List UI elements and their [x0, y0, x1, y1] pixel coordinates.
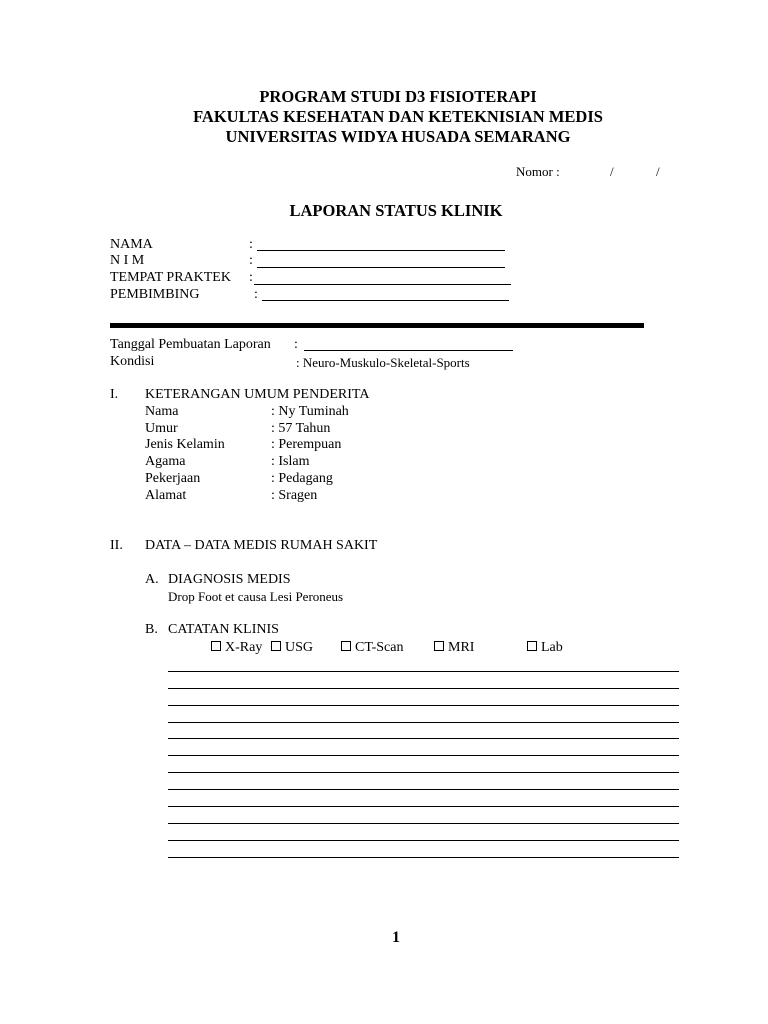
notes-line[interactable] — [168, 688, 679, 689]
check-lab[interactable]: Lab — [527, 640, 563, 656]
patient-nama-value: : Ny Tuminah — [271, 404, 349, 419]
section2-title: DATA – DATA MEDIS RUMAH SAKIT — [145, 538, 378, 553]
ident-nim-colon: : — [249, 253, 253, 268]
notes-line[interactable] — [168, 705, 679, 706]
check-xray[interactable]: X-Ray — [211, 640, 262, 656]
patient-alamat-label: Alamat — [145, 488, 187, 503]
ident-tempat-line — [254, 284, 511, 285]
nomor-sep-1: / — [610, 164, 614, 179]
patient-pekerjaan-value: : Pedagang — [271, 471, 333, 486]
notes-line[interactable] — [168, 789, 679, 790]
notes-line[interactable] — [168, 755, 679, 756]
patient-agama-label: Agama — [145, 454, 186, 469]
checkbox-icon — [271, 641, 281, 651]
check-mri[interactable]: MRI — [434, 640, 474, 656]
nomor-label: Nomor : — [516, 164, 560, 179]
checkbox-icon — [527, 641, 537, 651]
checkbox-icon — [211, 641, 221, 651]
kondisi-value: : Neuro-Muskulo-Skeletal-Sports — [296, 355, 470, 370]
patient-umur-value: : 57 Tahun — [271, 421, 331, 436]
ident-tempat-label: TEMPAT PRAKTEK — [110, 270, 231, 285]
subsection-b-number: B. — [145, 622, 158, 637]
subsection-b-title: CATATAN KLINIS — [168, 622, 279, 637]
ident-pembimbing-label: PEMBIMBING — [110, 287, 200, 302]
ident-tempat-colon: : — [249, 270, 253, 285]
patient-pekerjaan-label: Pekerjaan — [145, 471, 201, 486]
notes-line[interactable] — [168, 857, 679, 858]
notes-line[interactable] — [168, 806, 679, 807]
ident-pembimbing-colon: : — [254, 287, 258, 302]
date-colon: : — [294, 337, 298, 352]
section2-number: II. — [110, 538, 123, 553]
nomor-sep-2: / — [656, 164, 660, 179]
date-line — [304, 350, 513, 351]
notes-line[interactable] — [168, 738, 679, 739]
ident-nim-label: N I M — [110, 253, 145, 268]
divider-rule — [110, 323, 644, 328]
header-faculty: FAKULTAS KESEHATAN DAN KETEKNISIAN MEDIS — [193, 107, 603, 126]
header-university: UNIVERSITAS WIDYA HUSADA SEMARANG — [225, 127, 571, 146]
patient-jenis-kelamin-value: : Perempuan — [271, 437, 342, 452]
checkbox-icon — [434, 641, 444, 651]
patient-umur-label: Umur — [145, 421, 178, 436]
patient-alamat-value: : Sragen — [271, 488, 318, 503]
ident-nama-label: NAMA — [110, 237, 153, 252]
notes-line[interactable] — [168, 840, 679, 841]
notes-line[interactable] — [168, 722, 679, 723]
patient-agama-value: : Islam — [271, 454, 310, 469]
kondisi-label: Kondisi — [110, 354, 155, 369]
header-program: PROGRAM STUDI D3 FISIOTERAPI — [259, 87, 537, 106]
date-label: Tanggal Pembuatan Laporan — [110, 337, 271, 352]
check-usg[interactable]: USG — [271, 640, 313, 656]
notes-line[interactable] — [168, 772, 679, 773]
check-ctscan[interactable]: CT-Scan — [341, 640, 403, 656]
page-number: 1 — [392, 929, 400, 946]
report-title: LAPORAN STATUS KLINIK — [289, 201, 503, 220]
ident-nama-line — [257, 250, 505, 251]
notes-line[interactable] — [168, 823, 679, 824]
section1-number: I. — [110, 387, 119, 402]
patient-nama-label: Nama — [145, 404, 179, 419]
ident-nama-colon: : — [249, 237, 253, 252]
patient-jenis-kelamin-label: Jenis Kelamin — [145, 437, 225, 452]
diagnosis-text: Drop Foot et causa Lesi Peroneus — [168, 589, 344, 604]
ident-pembimbing-line — [262, 300, 509, 301]
notes-line[interactable] — [168, 671, 679, 672]
checkbox-icon — [341, 641, 351, 651]
subsection-a-number: A. — [145, 572, 159, 587]
section1-title: KETERANGAN UMUM PENDERITA — [145, 387, 370, 402]
subsection-a-title: DIAGNOSIS MEDIS — [168, 572, 291, 587]
ident-nim-line — [257, 267, 505, 268]
